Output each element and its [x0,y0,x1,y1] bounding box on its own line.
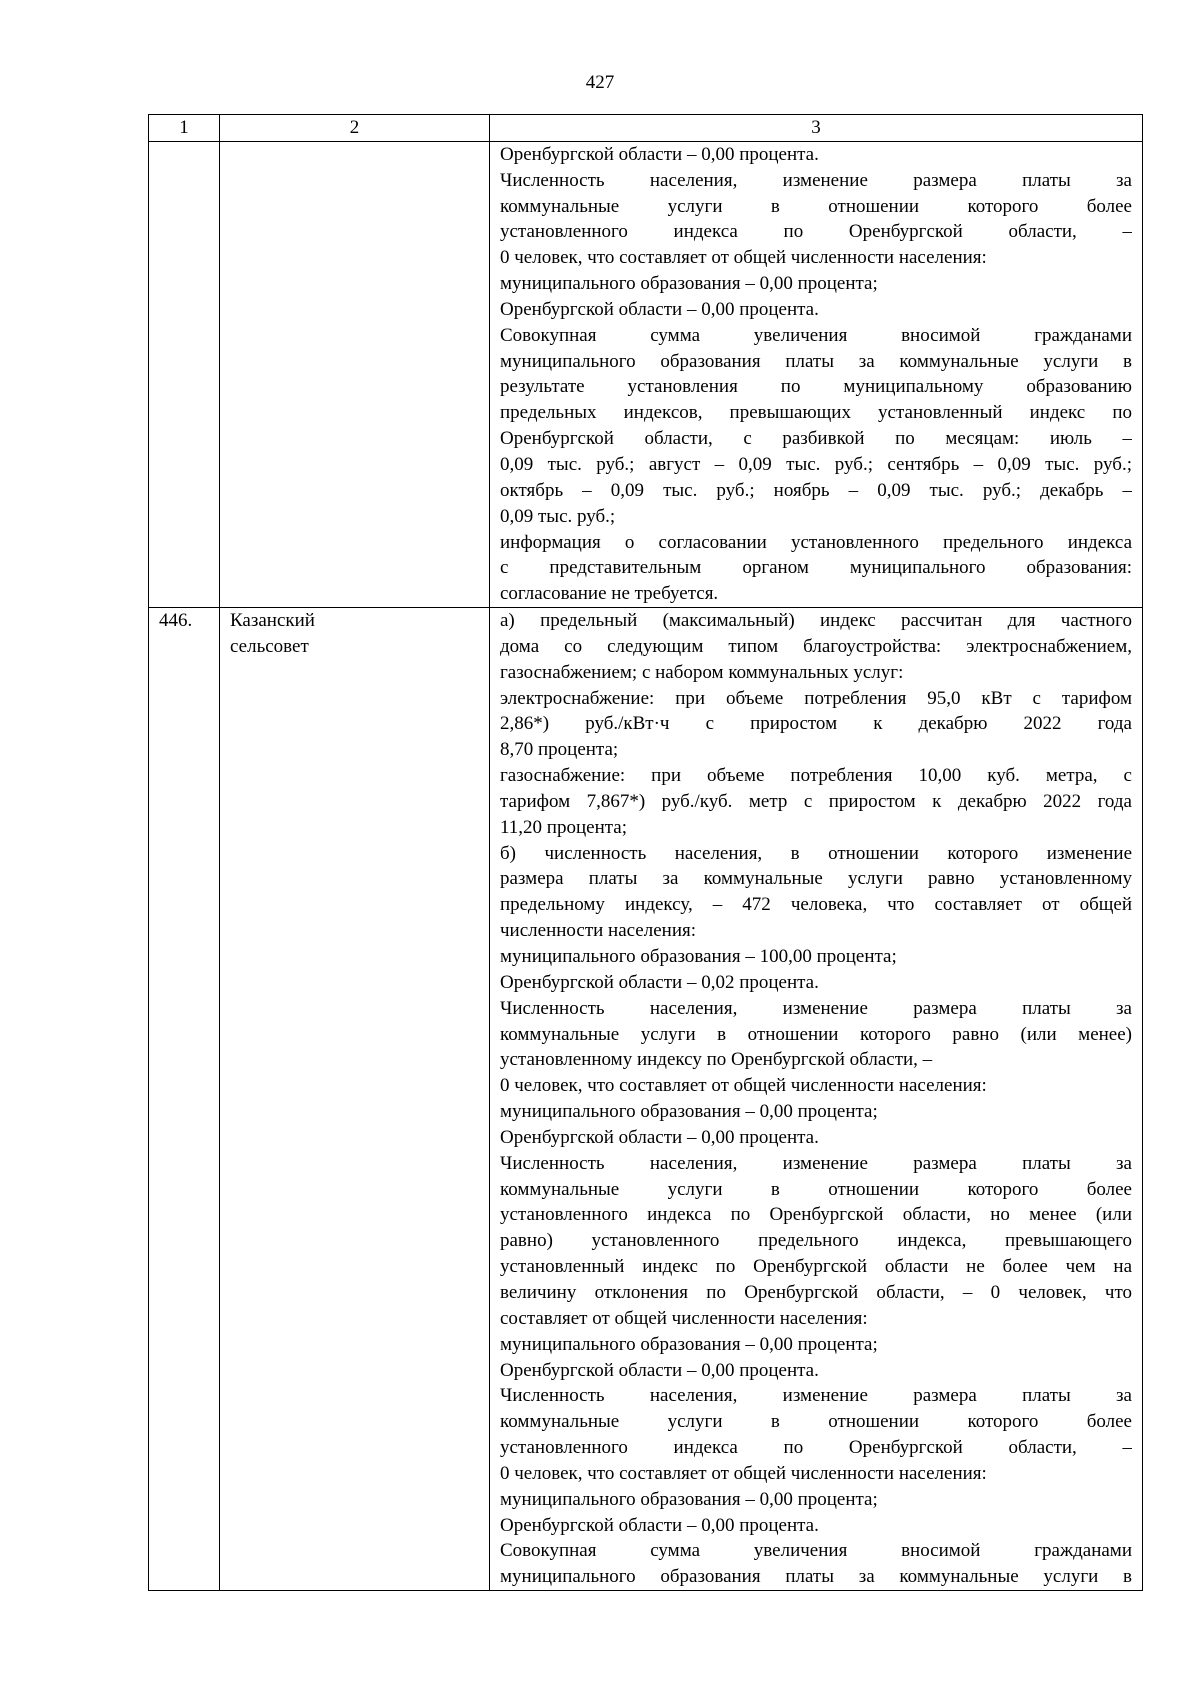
text-line: Численность населения, изменение размера платы за [500,1385,1132,1407]
text-line: газоснабжением; с набором коммунальных услуг: [500,661,904,683]
text-line: размера платы за коммунальные услуги равно установленному [500,868,1132,890]
text-line: Численность населения, изменение размера платы за [500,169,1132,191]
text-line: установленного индекса по Оренбургской области, но менее (или [500,1204,1132,1226]
text-line: коммунальные услуги в отношении которого более [500,1411,1132,1433]
text-line: 11,20 процента; [500,816,627,838]
text-line: 0 человек, что составляет от общей численности населения: [500,247,987,269]
column-number-row [149,115,1143,142]
text-line: предельных индексов, превышающих установленный индекс по [500,402,1132,424]
text-line: муниципального образования – 0,00 процента; [500,273,878,295]
text-line: 2,86*) руб./кВт·ч с приростом к декабрю 2022 года [500,713,1132,735]
text-line: предельному индексу, – 472 человека, что составляет от общей [500,894,1132,916]
text-line: б) численность населения, в отношении которого изменение [500,842,1132,864]
text-line: Оренбургской области – 0,00 процента. [500,1514,819,1536]
text-line: муниципального образования – 100,00 процента; [500,946,897,967]
municipality-name-line: Казанский [230,610,315,632]
text-line: Оренбургской области, с разбивкой по месяцам: июль – [500,428,1132,450]
row-number-cell [149,141,220,607]
table-row [149,141,1143,607]
text-line: а) предельный (максимальный) индекс рассчитан для частного [500,610,1132,632]
text-line: Оренбургской области – 0,00 процента. [500,298,819,320]
text-line: Совокупная сумма увеличения вносимой гражданами [500,324,1132,346]
text-line: равно) установленного предельного индекса, превышающего [500,1230,1132,1252]
description-cell [490,608,1143,1591]
municipality-cell [220,608,490,1591]
municipality-name-line: сельсовет [230,635,309,657]
description-cell [490,141,1143,607]
text-line: муниципального образования платы за коммунальные услуги в [500,350,1132,372]
municipality-cell [220,141,490,607]
text-line: численности населения: [500,920,697,942]
text-line: величину отклонения по Оренбургской области, – 0 человек, что [500,1281,1132,1303]
text-line: муниципального образования платы за коммунальные услуги в [500,1566,1132,1588]
text-line: коммунальные услуги в отношении которого более [500,1178,1132,1200]
text-line: 0,09 тыс. руб.; [500,505,616,527]
text-line: результате установления по муниципальному образованию [500,376,1132,398]
text-line: электроснабжение: при объеме потребления 95,0 кВт с тарифом [500,687,1132,709]
text-line: газоснабжение: при объеме потребления 10,00 куб. метра, с [500,765,1132,787]
text-line: установленного индекса по Оренбургской области, – [500,1437,1132,1459]
text-line: 8,70 процента; [500,739,619,761]
text-line: муниципального образования – 0,00 процента; [500,1333,878,1355]
text-line: 0 человек, что составляет от общей численности населения: [500,1075,987,1097]
text-line: установленного индекса по Оренбургской области, – [500,221,1132,243]
text-line: Оренбургской области – 0,02 процента. [500,971,819,993]
text-line: тарифом 7,867*) руб./куб. метр с приростом к декабрю 2022 года [500,790,1132,812]
text-line: муниципального образования – 0,00 процента; [500,1488,878,1510]
text-line: Оренбургской области – 0,00 процента. [500,143,819,165]
column-number: 3 [490,115,1143,142]
text-line: дома со следующим типом благоустройства: электроснабжением, [500,635,1132,657]
column-number: 2 [220,115,490,142]
text-line: октябрь – 0,09 тыс. руб.; ноябрь – 0,09 тыс. руб.; декабрь – [500,479,1132,501]
text-line: составляет от общей численности населения: [500,1307,868,1329]
text-line: Численность населения, изменение размера платы за [500,997,1132,1019]
text-line: информация о согласовании установленного предельного индекса [500,531,1132,553]
row-number-cell: 446. [149,608,220,1591]
text-line: установленному индексу по Оренбургской области, – [500,1049,933,1071]
text-line: Совокупная сумма увеличения вносимой гражданами [500,1540,1132,1562]
text-line: 0,09 тыс. руб.; август – 0,09 тыс. руб.; сентябрь – 0,09 тыс. руб.; [500,453,1132,475]
column-number: 1 [149,115,220,142]
text-line: 0 человек, что составляет от общей численности населения: [500,1462,987,1484]
text-line: установленный индекс по Оренбургской области не более чем на [500,1256,1132,1278]
text-line: Оренбургской области – 0,00 процента. [500,1126,819,1148]
text-line: согласование не требуется. [500,583,719,605]
page-number: 427 [585,72,615,93]
text-line: с представительным органом муниципального образования: [500,557,1132,579]
document-table [148,114,1143,1591]
text-line: Оренбургской области – 0,00 процента. [500,1359,819,1381]
table-row [149,608,1143,1591]
text-line: коммунальные услуги в отношении которого равно (или менее) [500,1023,1132,1045]
text-line: Численность населения, изменение размера платы за [500,1152,1132,1174]
text-line: коммунальные услуги в отношении которого более [500,195,1132,217]
text-line: муниципального образования – 0,00 процента; [500,1101,878,1123]
